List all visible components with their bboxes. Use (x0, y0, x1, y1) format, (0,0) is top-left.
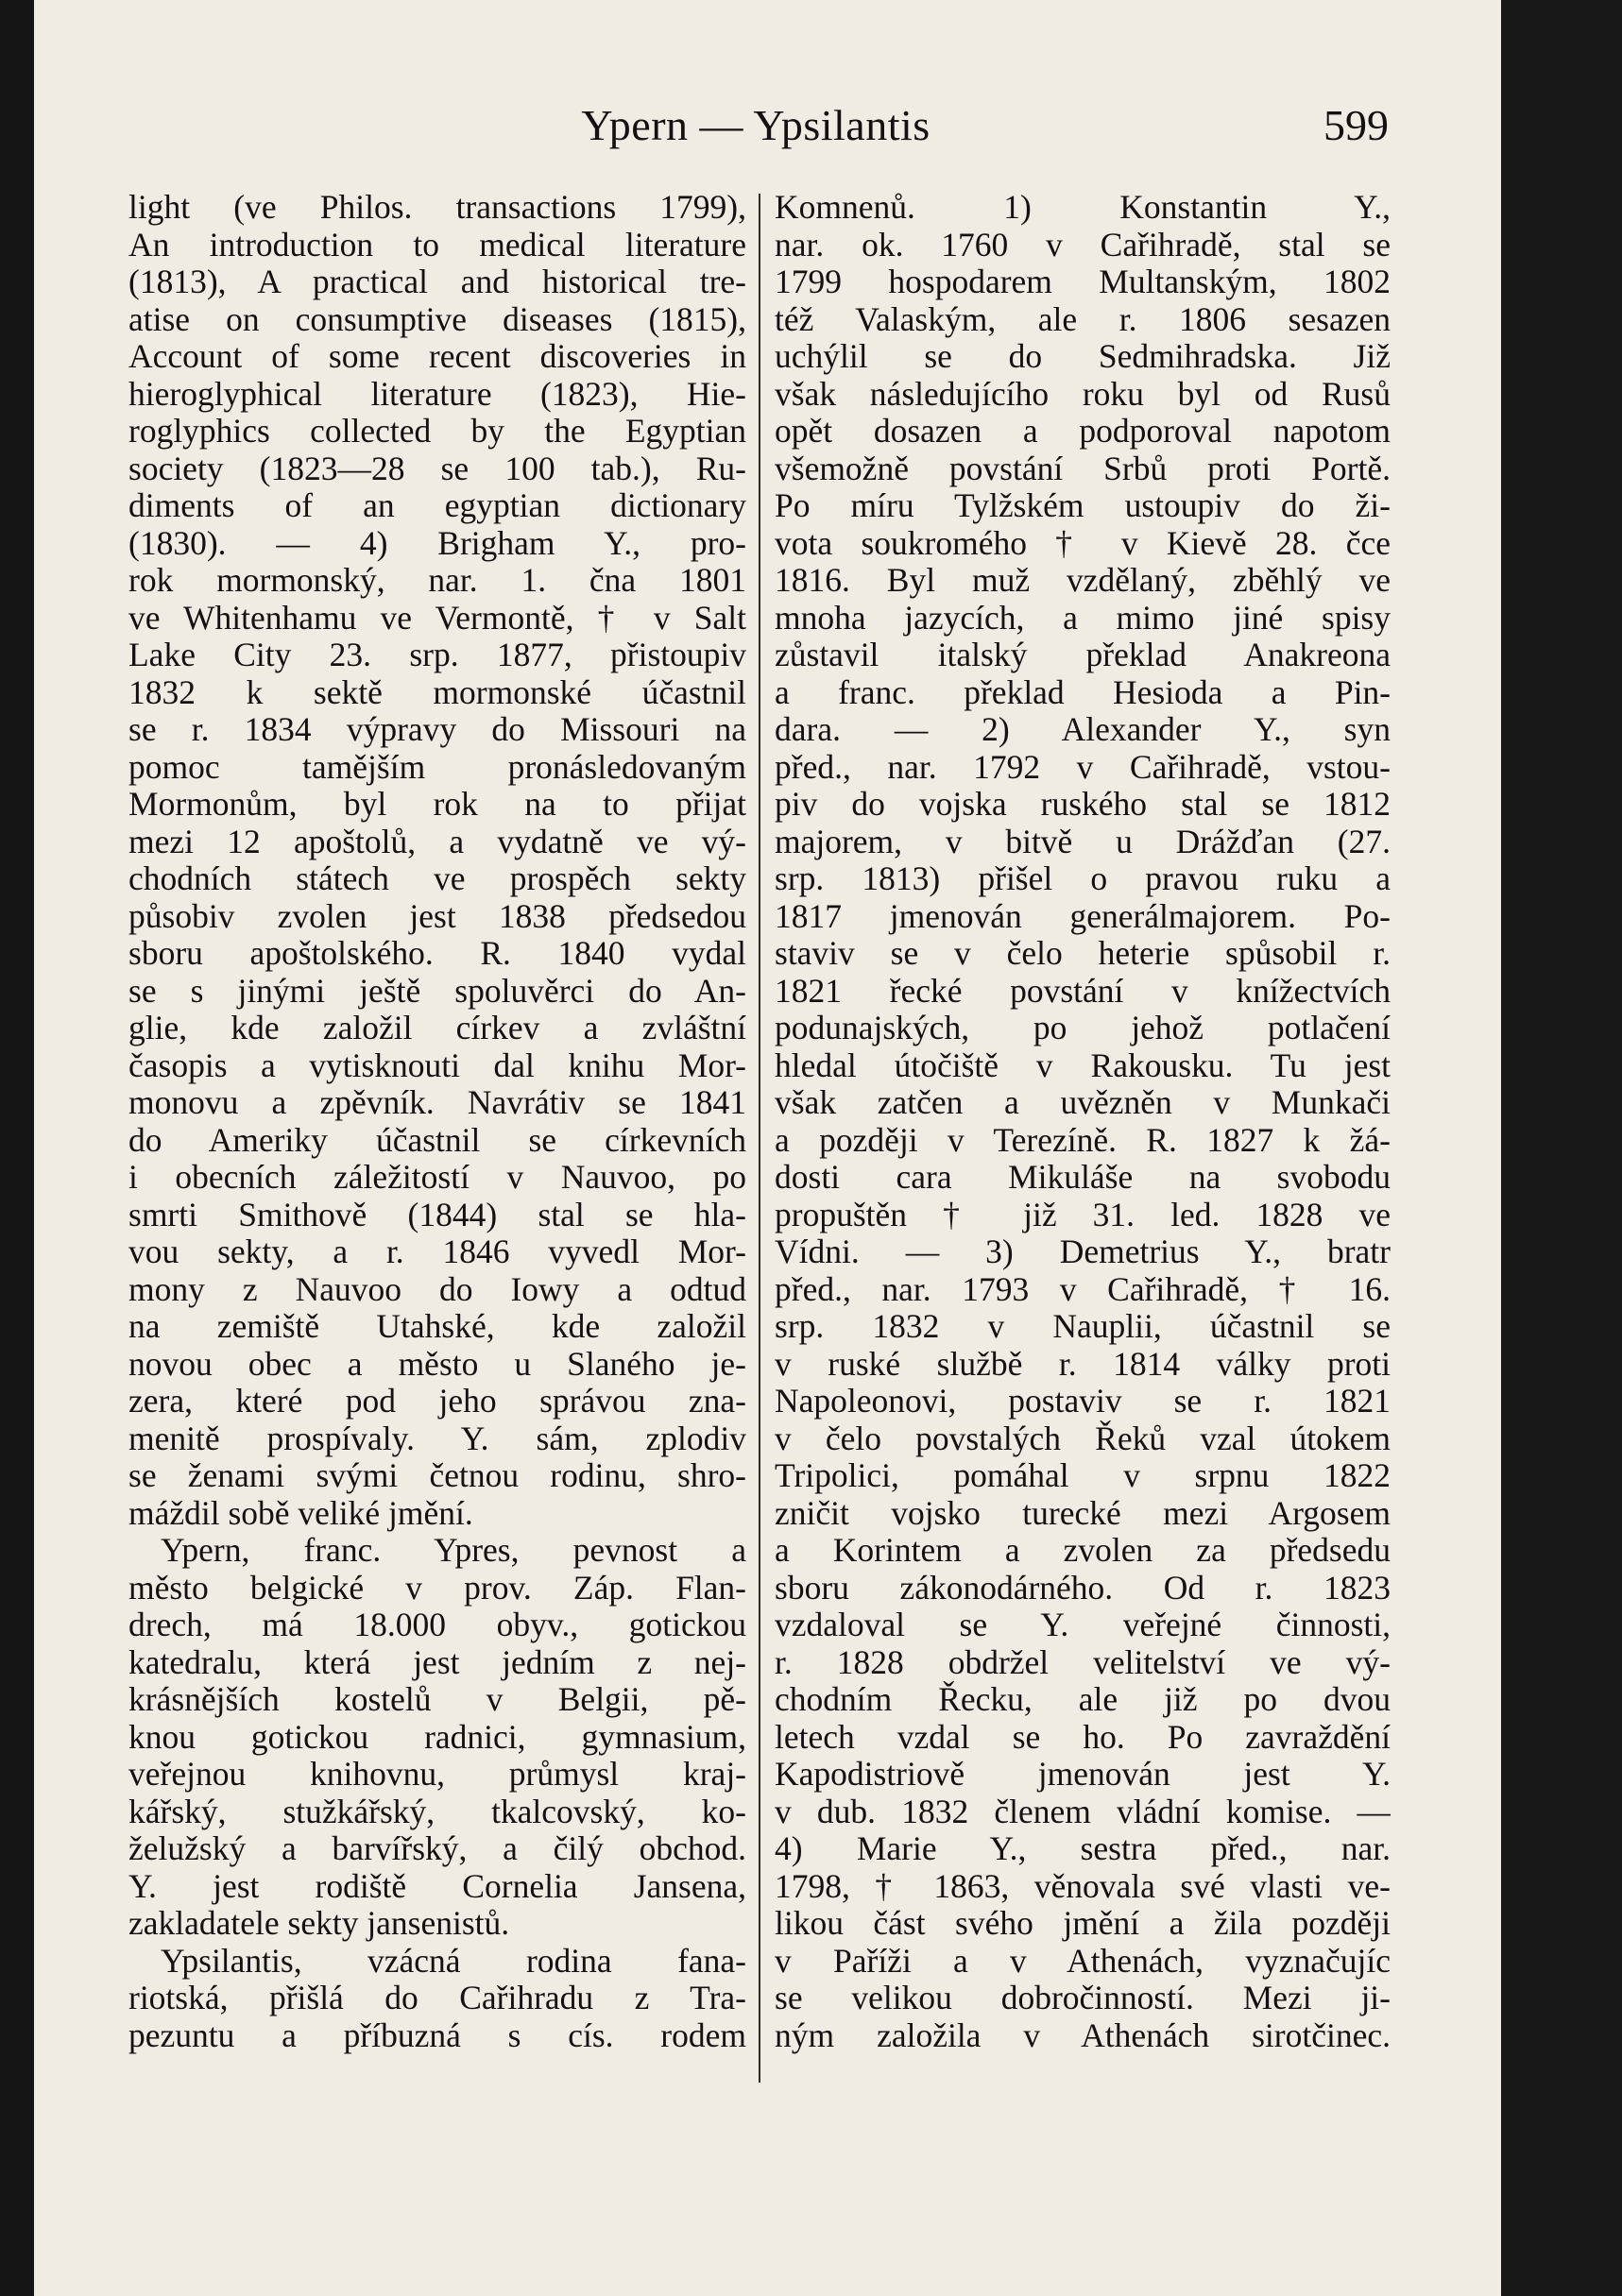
text-line: sboru apoštolského. R. 1840 vydal (128, 935, 746, 972)
text-line: society (1823—28 se 100 tab.), Ru- (128, 450, 746, 487)
text-line: likou část svého jmění a žila později (775, 1905, 1391, 1942)
text-line: Tripolici, pomáhal v srpnu 1822 (775, 1457, 1391, 1494)
text-line: zera, které pod jeho správou zna- (128, 1383, 746, 1420)
text-line: atise on consumptive diseases (1815), (128, 300, 746, 338)
text-line: Po míru Tylžském ustoupiv do ži- (775, 487, 1391, 524)
text-line: též Valaským, ale r. 1806 sesazen (775, 300, 1391, 338)
text-line: 1817 jmenován generálmajorem. Po- (775, 897, 1391, 935)
text-line: a franc. překlad Hesioda a Pin- (775, 673, 1391, 711)
text-line: i obecních záležitostí v Nauvoo, po (128, 1159, 746, 1196)
text-line: kářský, stužkářský, tkalcovský, ko- (128, 1793, 746, 1830)
text-line: ve Whitenhamu ve Vermontě, † v Salt (128, 599, 746, 637)
text-line: pezuntu a příbuzná s cís. rodem (128, 2016, 746, 2054)
text-line: uchýlil se do Sedmihradska. Již (775, 338, 1391, 375)
text-line: nar. ok. 1760 v Cařihradě, stal se (775, 226, 1391, 264)
text-line: chodním Řecku, ale již po dvou (775, 1681, 1391, 1718)
text-line: však zatčen a uvězněn v Munkači (775, 1084, 1391, 1121)
text-line: před., nar. 1792 v Cařihradě, vstou- (775, 748, 1391, 786)
right-column (775, 189, 1391, 2116)
text-line: riotská, přišlá do Cařihradu z Tra- (128, 1980, 746, 2016)
text-line: monovu a zpěvník. Navrátiv se 1841 (128, 1084, 746, 1121)
text-line: Lake City 23. srp. 1877, přistoupiv (128, 637, 746, 673)
running-head: Ypern — Ypsilantis (581, 101, 931, 149)
text-line: smrti Smithově (1844) stal se hla- (128, 1196, 746, 1233)
left-column (128, 189, 746, 2116)
text-line: chodních státech ve prospěch sekty (128, 860, 746, 897)
text-line: před., nar. 1793 v Cařihradě, † 16. (775, 1270, 1391, 1308)
text-line: opět dosazen a podporoval napotom (775, 413, 1391, 450)
text-line: v Paříži a v Athenách, vyznačujíc (775, 1942, 1391, 1980)
text-line: a Korintem a zvolen za předsedu (775, 1532, 1391, 1569)
text-line: Mormonům, byl rok na to přijat (128, 786, 746, 823)
text-line: na zemiště Utahské, kde založil (128, 1308, 746, 1345)
text-line: dara. — 2) Alexander Y., syn (775, 711, 1391, 748)
text-line: se velikou dobročinností. Mezi ji- (775, 1980, 1391, 2016)
text-line: knou gotickou radnici, gymnasium, (128, 1718, 746, 1756)
text-line: však následujícího roku byl od Rusů (775, 375, 1391, 413)
text-line: ným založila v Athenách sirotčinec. (775, 2016, 1391, 2054)
text-line: mony z Nauvoo do Iowy a odtud (128, 1270, 746, 1308)
text-line: sboru zákonodárného. Od r. 1823 (775, 1569, 1391, 1607)
text-line: 1816. Byl muž vzdělaný, zběhlý ve (775, 562, 1391, 599)
text-line: máždil sobě veliké jmění. (128, 1494, 473, 1532)
text-line: Y. jest rodiště Cornelia Jansena, (128, 1867, 746, 1905)
text-line: vota soukromého † v Kievě 28. čce (775, 524, 1391, 562)
text-line: glie, kde založil církev a zvláštní (128, 1010, 746, 1046)
text-line: všemožně povstání Srbů proti Portě. (775, 450, 1391, 487)
text-line: se ženami svými četnou rodinu, shro- (128, 1457, 746, 1494)
text-line: vzdaloval se Y. veřejné činnosti, (775, 1607, 1391, 1643)
text-line: novou obec a město u Slaného je- (128, 1345, 746, 1383)
text-line: časopis a vytisknouti dal knihu Mor- (128, 1046, 746, 1084)
scan-edge-left (0, 0, 34, 2296)
text-line: 1832 k sektě mormonské účastnil (128, 673, 746, 711)
text-line: mezi 12 apoštolů, a vydatně ve vý- (128, 823, 746, 860)
text-line: hieroglyphical literature (1823), Hie- (128, 375, 746, 413)
text-line: (1830). — 4) Brigham Y., pro- (128, 524, 746, 562)
page-number: 599 (1323, 101, 1389, 149)
text-line: light (ve Philos. transactions 1799), (128, 189, 746, 226)
text-line: Kapodistriově jmenován jest Y. (775, 1756, 1391, 1793)
text-line: krásnějších kostelů v Belgii, pě- (128, 1681, 746, 1718)
text-line: podunajských, po jehož potlačení (775, 1010, 1391, 1046)
text-line: letech vzdal se ho. Po zavraždění (775, 1718, 1391, 1756)
text-line: 1798, † 1863, věnovala své vlasti ve- (775, 1867, 1391, 1905)
text-line: v dub. 1832 členem vládní komise. — (775, 1793, 1391, 1830)
text-line: staviv se v čelo heterie spůsobil r. (775, 935, 1391, 972)
text-line: v ruské službě r. 1814 války proti (775, 1345, 1391, 1383)
column-divider (759, 194, 760, 2083)
text-line: propuštěn † již 31. led. 1828 ve (775, 1196, 1391, 1233)
text-line: želužský a barvířský, a čilý obchod. (128, 1830, 746, 1867)
text-line: majorem, v bitvě u Drážďan (27. (775, 823, 1391, 860)
text-line: do Ameriky účastnil se církevních (128, 1121, 746, 1159)
page-header (123, 100, 1389, 166)
text-line: menitě prospívaly. Y. sám, zplodiv (128, 1420, 746, 1457)
text-line: drech, má 18.000 obyv., gotickou (128, 1607, 746, 1643)
text-line: r. 1828 obdržel velitelství ve vý- (775, 1643, 1391, 1681)
text-line: Komnenů. 1) Konstantin Y., (775, 189, 1391, 226)
text-line: katedralu, která jest jedním z nej- (128, 1643, 746, 1681)
text-line: v čelo povstalých Řeků vzal útokem (775, 1420, 1391, 1457)
text-line: 1821 řecké povstání v knížectvích (775, 972, 1391, 1010)
text-line: diments of an egyptian dictionary (128, 487, 746, 524)
text-line: zakladatele sekty jansenistů. (128, 1905, 510, 1942)
text-line: Ypsilantis, vzácná rodina fana- (161, 1942, 746, 1980)
text-line: mnoha jazycích, a mimo jiné spisy (775, 599, 1391, 637)
text-line: působiv zvolen jest 1838 předsedou (128, 897, 746, 935)
scan-edge-right (1501, 0, 1622, 2296)
text-line: a později v Terezíně. R. 1827 k žá- (775, 1121, 1391, 1159)
text-line: Ypern, franc. Ypres, pevnost a (161, 1532, 746, 1569)
text-line: 4) Marie Y., sestra před., nar. (775, 1830, 1391, 1867)
text-line: pomoc tamějším pronásledovaným (128, 748, 746, 786)
text-line: (1813), A practical and historical tre- (128, 264, 746, 300)
text-line: dosti cara Mikuláše na svobodu (775, 1159, 1391, 1196)
text-line: veřejnou knihovnu, průmysl kraj- (128, 1756, 746, 1793)
text-line: se r. 1834 výpravy do Missouri na (128, 711, 746, 748)
text-line: srp. 1832 v Nauplii, účastnil se (775, 1308, 1391, 1345)
text-line: roglyphics collected by the Egyptian (128, 413, 746, 450)
text-line: piv do vojska ruského stal se 1812 (775, 786, 1391, 823)
text-line: rok mormonský, nar. 1. čna 1801 (128, 562, 746, 599)
text-line: se s jinými ještě spoluvěrci do An- (128, 972, 746, 1010)
text-line: hledal útočiště v Rakousku. Tu jest (775, 1046, 1391, 1084)
text-line: Account of some recent discoveries in (128, 338, 746, 375)
text-line: město belgické v prov. Záp. Flan- (128, 1569, 746, 1607)
text-line: srp. 1813) přišel o pravou ruku a (775, 860, 1391, 897)
text-line: zůstavil italský překlad Anakreona (775, 637, 1391, 673)
text-line: An introduction to medical literature (128, 226, 746, 264)
text-line: Napoleonovi, postaviv se r. 1821 (775, 1383, 1391, 1420)
text-line: Vídni. — 3) Demetrius Y., bratr (775, 1233, 1391, 1270)
text-line: vou sekty, a r. 1846 vyvedl Mor- (128, 1233, 746, 1270)
text-line: 1799 hospodarem Multanským, 1802 (775, 264, 1391, 300)
text-line: zničit vojsko turecké mezi Argosem (775, 1494, 1391, 1532)
